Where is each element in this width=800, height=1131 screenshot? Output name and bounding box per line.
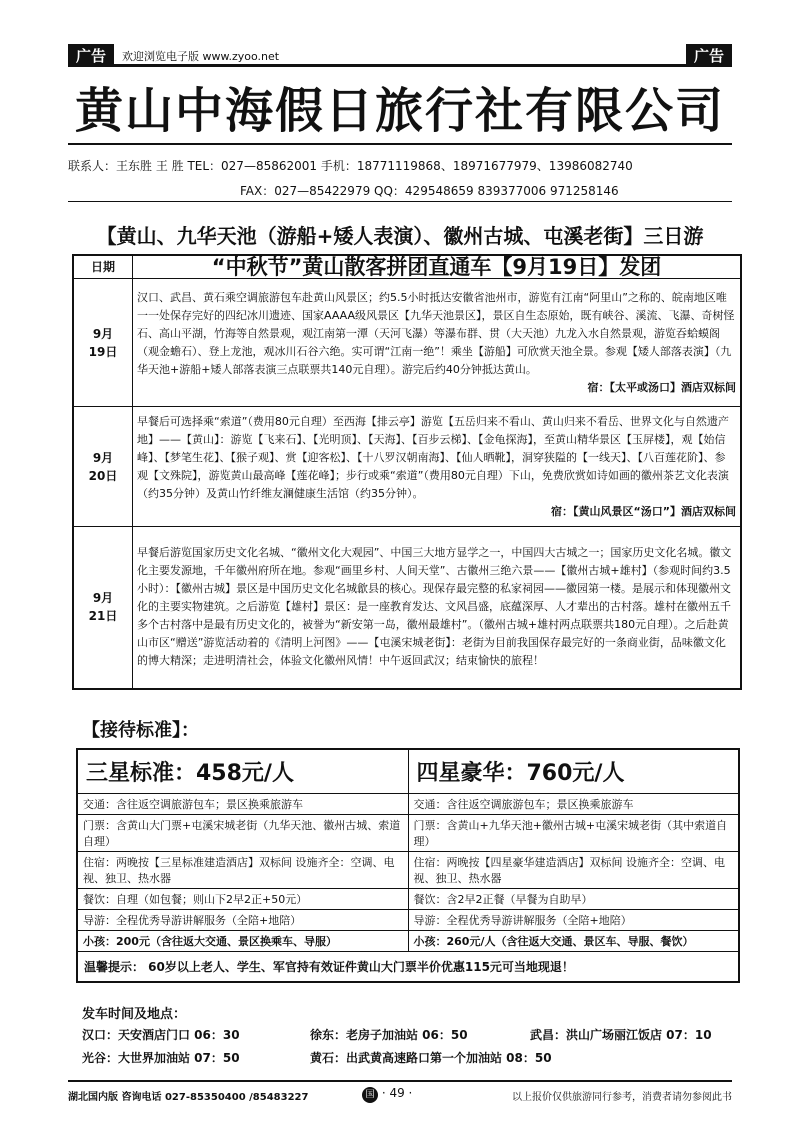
price-heading-row bbox=[77, 749, 739, 794]
page-number: · 49 · bbox=[381, 1086, 413, 1100]
three-star-tickets: 门票：含黄山大门票+屯溪宋城老街（九华天池、徽州古城、索道自理） bbox=[77, 815, 408, 852]
day2-lodging: 宿：【黄山风景区“汤口”】酒店双标间 bbox=[551, 504, 736, 518]
title-divider bbox=[68, 143, 732, 145]
lodging-row bbox=[77, 852, 739, 889]
welcome-text: 欢迎浏览电子版 www.zyoo.net bbox=[122, 50, 280, 63]
itinerary-row-day2 bbox=[73, 407, 741, 527]
day1-description: 汉口、武昌、黄石乘空调旅游包车赴黄山风景区；约5.5小时抵达安徽省池州市，游览有江南“阿里山”之称的、皖南地区唯一一处保存完好的四纪冰川遗迹、国家AAAA级风景区【九华天池景区】，景区自生态原始，既有峡谷、溪流、飞瀑、奇树怪石、高山平湖，竹海等自然景观，观江南第一潭（天河飞瀑）等瀑布群、贯（大天池）九龙入水自然景观，游览吞蛤蟆阁（观金蟾石）、登上龙池，观冰川石谷六绝。实可谓“江南一绝”！乘坐【游船】可欣赏天池全景。参观【矮人部落表演】（九华天池+游船+矮人部落表演三点联票共140元自理）。游完后约40分钟抵达黄山。 宿：【太平或汤口】酒店双标间 bbox=[133, 279, 742, 407]
four-star-guide: 导游：全程优秀导游讲解服务（全陪+地陪） bbox=[408, 910, 739, 931]
day3-date: 9月 21日 bbox=[73, 527, 133, 689]
tickets-row bbox=[77, 815, 739, 852]
day3-description: 早餐后游览国家历史文化名城、“徽州文化大观园”、中国三大地方显学之一，中国四大古城之一；国家历史文化名城。徽文化主要发源地，千年徽州府所在地。参观“画里乡村、人间天堂”、古徽州三绝六景——【徽州古城+雄村】（参观时间约3.5小时）：【徽州古城】景区是中国历史文化名城歙县的核心。现保存最完整的私家祠园——徽园第一楼。是展示和体现徽州文化的主要实物建筑。之后游览【雄村】景区：是一座教育发达、文风昌盛，底蕴深厚、人才辈出的古村落。雄村在徽州五千多个古村落中是最有历史文化的，被誉为“新安第一岛，徽州最雄村”。（徽州古城+雄村两点联票共180元自理）。之后赴黄山市区“赠送”游览活动着的《清明上河图》——【屯溪宋城老街】：老街为目前我国保存最完好的一条商业街，品味徽文化的博大精深；走进明清社会，体验文化徽州风情！中午返回武汉；结束愉快的旅程！ bbox=[133, 527, 742, 689]
four-star-transport: 交通：含往返空调旅游包车；景区换乘旅游车 bbox=[408, 794, 739, 815]
tip-row bbox=[77, 952, 739, 983]
itinerary-table bbox=[72, 254, 742, 690]
day2-date: 9月 20日 bbox=[73, 407, 133, 527]
three-star-meals: 餐饮：自理（如包餐；则山下2早2正+50元） bbox=[77, 889, 408, 910]
three-star-guide: 导游：全程优秀导游讲解服务（全陪+地陪） bbox=[77, 910, 408, 931]
contact-line-1: 联系人：王东胜 王 胜 TEL：027—85862001 手机：18771119868、18971677979、13986082740 bbox=[68, 159, 633, 173]
day1-date: 9月 19日 bbox=[73, 279, 133, 407]
four-star-lodging: 住宿：两晚按【四星豪华建造酒店】双标间 设施齐全：空调、电视、独卫、热水器 bbox=[408, 852, 739, 889]
itinerary-row-day3 bbox=[73, 527, 741, 689]
footer-divider bbox=[68, 1080, 732, 1082]
four-star-tickets: 门票：含黄山+九华天池+徽州古城+屯溪宋城老街（其中索道自理） bbox=[408, 815, 739, 852]
header-divider bbox=[68, 64, 732, 67]
guide-row bbox=[77, 910, 739, 931]
departure-hankou: 汉口：天安酒店门口 06：30 bbox=[82, 1028, 240, 1042]
company-name: 黄山中海假日旅行社有限公司 bbox=[74, 83, 725, 139]
four-star-meals: 餐饮：含2早2正餐（早餐为自助早） bbox=[408, 889, 739, 910]
day1-lodging: 宿：【太平或汤口】酒店双标间 bbox=[587, 380, 736, 394]
contact-divider bbox=[68, 201, 732, 202]
page-number-block bbox=[362, 1086, 412, 1103]
ad-badge-right: 广告 bbox=[686, 44, 732, 67]
transport-row bbox=[77, 794, 739, 815]
footer-left: 湖北国内版 咨询电话 027-85350400 /85483227 bbox=[68, 1092, 309, 1103]
departure-huangshi: 黄石：出武黄高速路口第一个加油站 08：50 bbox=[310, 1051, 552, 1065]
itinerary-header-row bbox=[73, 255, 741, 279]
standards-title: 【接待标准】： bbox=[82, 720, 199, 741]
three-star-transport: 交通：含往返空调旅游包车；景区换乘旅游车 bbox=[77, 794, 408, 815]
child-row bbox=[77, 931, 739, 952]
three-star-child: 小孩：200元（含往返大交通、景区换乘车、导服） bbox=[77, 931, 408, 952]
departure-xudong: 徐东：老房子加油站 06：50 bbox=[310, 1028, 468, 1042]
itinerary-headline: “中秋节”黄山散客拼团直通车【9月19日】发团 bbox=[133, 255, 742, 279]
route-title: 【黄山、九华天池（游船+矮人表演）、徽州古城、屯溪老街】三日游 bbox=[96, 224, 704, 248]
footer-right: 以上报价仅供旅游同行参考，消费者请勿参阅此书 bbox=[512, 1092, 732, 1103]
four-star-heading: 四星豪华：760元/人 bbox=[408, 749, 739, 794]
contact-line-2: FAX：027—85422979 QQ：429548659 839377006 971258146 bbox=[240, 184, 619, 198]
page-mark-icon: 国 bbox=[362, 1087, 378, 1103]
three-star-lodging: 住宿：两晚按【三星标准建造酒店】双标间 设施齐全：空调、电视、独卫、热水器 bbox=[77, 852, 408, 889]
price-table bbox=[76, 748, 740, 983]
date-column-header: 日期 bbox=[73, 255, 133, 279]
departure-title: 发车时间及地点： bbox=[82, 1007, 187, 1022]
ad-badge-left: 广告 bbox=[68, 44, 114, 67]
day2-description: 早餐后可选择乘“索道”（费用80元自理）至西海【排云亭】游览【五岳归来不看山、黄山归来不看岳、世界文化与自然遗产地】——【黄山】：游览【飞来石】、【光明顶】、【天海】、【百步云梯】、【金龟探海】，至黄山精华景区【玉屏楼】，观【始信峰】、【梦笔生花】、【猴子观】、赏【迎客松】、【十八罗汉朝南海】、【仙人晒靴】，洞穿狭隘的【一线天】、【八百莲花阶】、参观【文殊院】，游览黄山最高峰【莲花峰】；步行或乘“索道”（费用80元自理）下山，免费欣赏如诗如画的徽州茶艺文化表演（约35分钟）及黄山竹纤维友澜健康生活馆（约35分钟）。 宿：【黄山风景区“汤口”】酒店双标间 bbox=[133, 407, 742, 527]
warm-tip: 温馨提示： 60岁以上老人、学生、军官持有效证件黄山大门票半价优惠115元可当地现退！ bbox=[77, 952, 739, 983]
four-star-child: 小孩：260元/人（含往返大交通、景区车、导服、餐饮） bbox=[408, 931, 739, 952]
meals-row bbox=[77, 889, 739, 910]
departure-guanggu: 光谷：大世界加油站 07：50 bbox=[82, 1051, 240, 1065]
departure-wuchang: 武昌：洪山广场丽江饭店 07：10 bbox=[530, 1028, 712, 1042]
itinerary-row-day1 bbox=[73, 279, 741, 407]
three-star-heading: 三星标准：458元/人 bbox=[77, 749, 408, 794]
